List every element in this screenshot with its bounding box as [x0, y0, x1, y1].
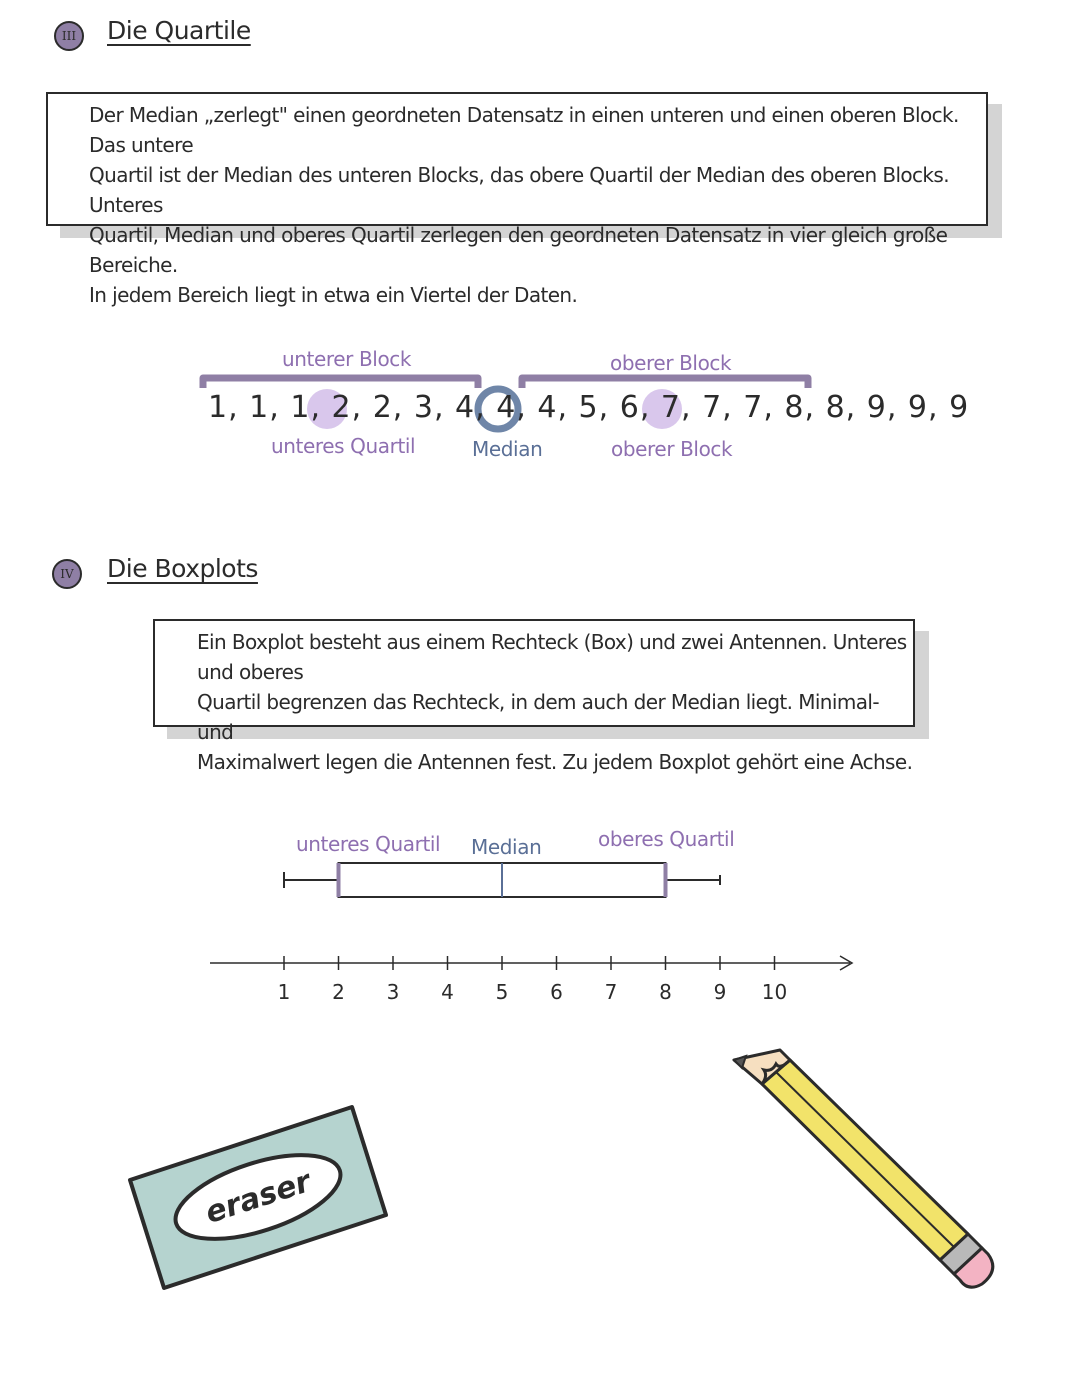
definition-line: Quartil begrenzen das Rechteck, in dem auch der Median liegt. Minimal- und — [197, 690, 879, 744]
pencil-illustration — [720, 1040, 1000, 1300]
axis-tick-label: 7 — [604, 980, 618, 1004]
section-badge-iv: IV — [52, 559, 82, 589]
lower-quartile-label: unteres Quartil — [271, 434, 416, 458]
eraser-text: eraser — [201, 1164, 316, 1231]
data-value: 1 — [249, 390, 270, 425]
boxplot-median-label: Median — [471, 835, 542, 859]
definition-line: Ein Boxplot besteht aus einem Rechteck (Box) und zwei Antennen. Unteres und oberes — [197, 630, 907, 684]
axis-tick-label: 8 — [659, 980, 672, 1004]
section-title-quartile: Die Quartile — [107, 16, 251, 45]
data-value-lower-quartile: 2 — [372, 390, 393, 425]
upper-block-label: oberer Block — [610, 351, 732, 375]
data-value: 7 — [660, 390, 681, 425]
data-value: 7 — [702, 390, 723, 425]
data-value: 3 — [413, 390, 434, 425]
data-value: 8 — [825, 390, 846, 425]
definition-line: Maximalwert legen die Antennen fest. Zu jedem Boxplot gehört eine Achse. — [197, 750, 913, 774]
axis-tick-label: 10 — [761, 980, 788, 1004]
data-value: 7 — [743, 390, 764, 425]
data-value: 4 — [455, 390, 476, 425]
definition-card-quartile — [46, 92, 988, 307]
data-value: 4 — [537, 390, 558, 425]
lower-block-bracket — [203, 378, 478, 388]
definition-line: In jedem Bereich liegt in etwa ein Viertel der Daten. — [89, 283, 578, 307]
lower-block-label: unterer Block — [282, 347, 412, 371]
boxplot-lower-quartile-label: unteres Quartil — [296, 832, 441, 856]
data-value: 4 — [496, 390, 517, 425]
data-value: 1 — [290, 390, 311, 425]
upper-block-bracket — [522, 378, 808, 388]
boxplot-chart — [200, 855, 870, 1015]
data-value: 9 — [907, 390, 929, 425]
axis-tick-label: 6 — [550, 980, 563, 1004]
boxplot-upper-quartile-label: oberes Quartil — [598, 827, 735, 851]
axis-tick-label: 3 — [386, 980, 400, 1004]
data-value-median: 5 — [578, 390, 599, 425]
data-sequence: 1, 1, 1, 2, 2, 3, 4, 4, 4, 5, 6, 7, 7, 7, 8, 8, 9, 9, 9 — [208, 390, 970, 425]
definition-line: Quartil, Median und oberes Quartil zerlegen den geordneten Datensatz in vier gleich große Bereiche. — [89, 223, 948, 277]
data-value: 9 — [949, 390, 970, 425]
data-value: 6 — [619, 390, 640, 425]
definition-line: Quartil ist der Median des unteren Blocks, das obere Quartil der Median des oberen Blocks. Unteres — [89, 163, 949, 217]
axis-tick-label: 5 — [495, 980, 509, 1004]
data-value: 2 — [331, 390, 352, 425]
upper-quartile-label: oberer Block — [611, 437, 733, 461]
median-label: Median — [472, 437, 543, 461]
axis-tick-label: 1 — [277, 980, 291, 1004]
section-title-boxplots: Die Boxplots — [107, 554, 258, 583]
definition-line: Der Median „zerlegt" einen geordneten Datensatz in einen unteren und einen oberen Block. Das untere — [89, 103, 959, 157]
section-badge-iii: III — [54, 21, 84, 51]
definition-card-boxplot — [153, 619, 915, 774]
axis-tick-label: 9 — [713, 980, 727, 1004]
data-value-upper-quartile: 8 — [784, 390, 805, 425]
axis-tick-label: 2 — [332, 980, 345, 1004]
data-value: 1 — [208, 390, 229, 425]
eraser-illustration — [120, 1095, 410, 1305]
axis-tick-label: 4 — [441, 980, 454, 1004]
data-value: 9 — [866, 390, 887, 425]
